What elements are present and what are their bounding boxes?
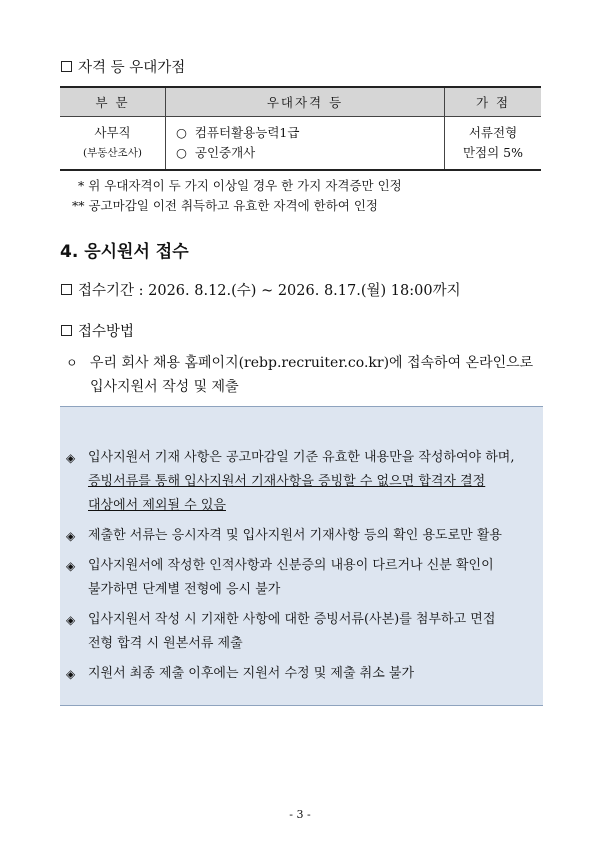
method-title: 접수방법 (61, 320, 134, 341)
diamond-bullet-icon: ◈ (66, 613, 76, 627)
preference-table (60, 86, 541, 171)
diamond-bullet-icon: ◈ (66, 667, 76, 681)
square-bullet-icon (61, 61, 72, 72)
notice-item: ◈ 제출한 서류는 응시자격 및 입사지원서 기재사항 등의 확인 용도로만 활용 (66, 524, 535, 548)
diamond-bullet-icon: ◈ (66, 559, 76, 573)
notice-item: ◈ 입사지원서 작성 시 기재한 사항에 대한 증빙서류(사본)를 첨부하고 면접 전형 합격 시 원본서류 제출 (66, 608, 535, 656)
diamond-bullet-icon: ◈ (66, 451, 76, 465)
cell-category: 사무직 (부동산조사) (60, 117, 166, 171)
header-category: 부 문 (60, 87, 166, 117)
page-number: - 3 - (289, 808, 311, 821)
table-header-row (60, 87, 541, 117)
section-4-heading: 4. 응시원서 접수 (60, 242, 189, 262)
notice-box (60, 406, 543, 706)
header-qualification: 우대자격 등 (166, 87, 445, 117)
square-bullet-icon (61, 325, 72, 336)
notice-item: ◈ 지원서 최종 제출 이후에는 지원서 수정 및 제출 취소 불가 (66, 662, 535, 686)
diamond-bullet-icon: ◈ (66, 529, 76, 543)
notice-item: ◈ 입사지원서 기재 사항은 공고마감일 기준 유효한 내용만을 작성하여야 하며, 증빙서류를 통해 입사지원서 기재사항을 증빙할 수 없으면 합격자 결정 대상에서 제외될 수 있음 (66, 446, 535, 518)
period-line: 접수기간 : 2026. 8.12.(수) ~ 2026. 8.17.(월) 18:00까지 (61, 279, 461, 300)
square-bullet-icon (61, 284, 72, 295)
qualification-item: ○ 공인중개사 (176, 145, 256, 160)
table-row (60, 117, 541, 171)
preference-section-title: 자격 등 우대가점 (61, 56, 185, 77)
header-bonus: 가 점 (445, 87, 542, 117)
cell-bonus: 서류전형 만점의 5% (445, 117, 542, 171)
qualification-item: ○ 컴퓨터활용능력1급 (176, 125, 300, 140)
circle-bullet-icon: ㅇ (66, 356, 78, 370)
method-description: ㅇ 우리 회사 채용 홈페이지(rebp.recruiter.co.kr)에 접속하여 온라인으로 입사지원서 작성 및 제출 (66, 351, 546, 399)
cell-qualifications (166, 117, 445, 171)
note-1: * 위 우대자격이 두 가지 이상일 경우 한 가지 자격증만 인정 (78, 178, 402, 193)
notice-item: ◈ 입사지원서에 작성한 인적사항과 신분증의 내용이 다르거나 신분 확인이 불가하면 단계별 전형에 응시 불가 (66, 554, 535, 602)
note-2: ** 공고마감일 이전 취득하고 유효한 자격에 한하여 인정 (72, 198, 378, 213)
